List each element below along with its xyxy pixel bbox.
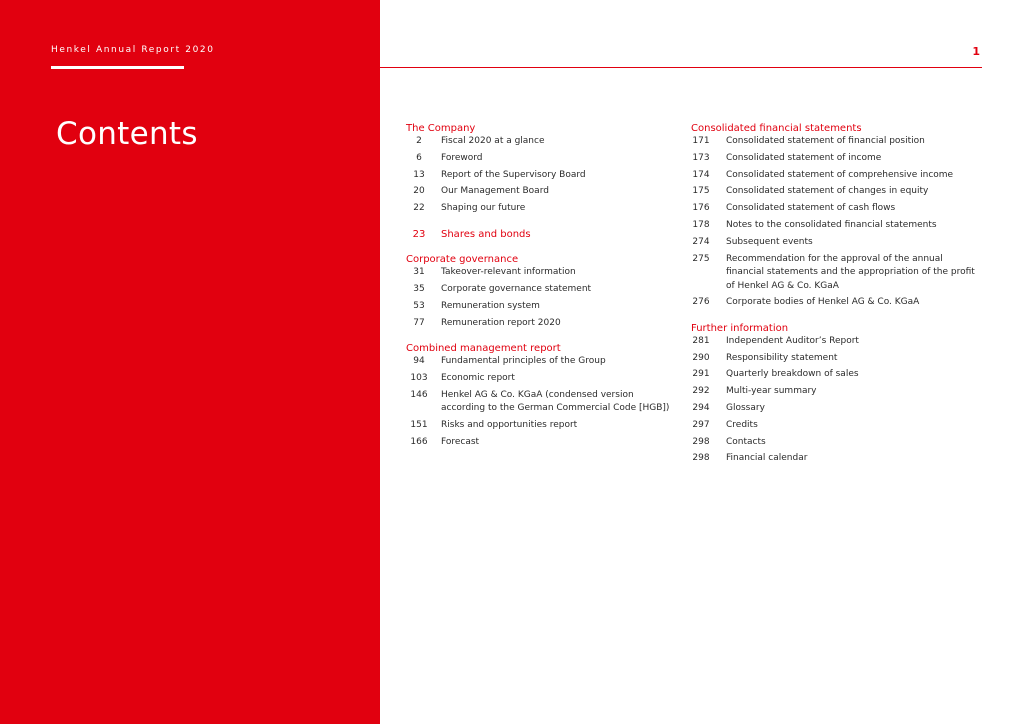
toc-entry-title: Consolidated statement of changes in equity (726, 186, 929, 197)
toc-page-number: 276 (692, 297, 710, 308)
toc-entry[interactable] (406, 389, 676, 416)
toc-page-number: 35 (413, 283, 425, 294)
toc-page-number: 173 (692, 152, 710, 163)
toc-page-number: 274 (692, 236, 710, 247)
toc-entry-title: Risks and opportunities report (441, 419, 578, 430)
toc-entry[interactable] (406, 419, 676, 433)
toc-page-number: 31 (413, 267, 425, 278)
toc-entry[interactable] (691, 135, 981, 149)
toc-entry-title: Consolidated statement of financial position (726, 136, 925, 146)
toc-page-number: 13 (413, 169, 425, 180)
toc-page-number: 178 (692, 219, 710, 230)
toc-entry-title: Responsibility statement (726, 352, 838, 363)
report-title: Henkel Annual Report 2020 (51, 45, 215, 55)
toc-right-column (691, 122, 981, 478)
toc-entry[interactable] (406, 372, 676, 386)
toc-entry[interactable] (691, 169, 981, 183)
toc-entry-title: Consolidated statement of income (726, 152, 882, 163)
toc-entry-title: Fundamental principles of the Group (441, 356, 606, 367)
toc-entry-title: Multi-year summary (726, 386, 817, 397)
toc-entry[interactable] (406, 300, 676, 314)
toc-page-number: 6 (416, 152, 422, 163)
toc-page-number: 175 (692, 186, 710, 197)
toc-section-further (691, 322, 981, 466)
toc-entry-title: Contacts (726, 436, 766, 447)
toc-entry-title: Subsequent events (726, 236, 813, 247)
toc-page-number: 77 (413, 317, 425, 328)
toc-entry-title: Shaping our future (441, 203, 526, 214)
toc-entry-title: Consolidated statement of comprehensive income (726, 169, 954, 180)
toc-entry-title: Forecast (441, 436, 480, 447)
toc-entry[interactable] (691, 185, 981, 199)
page-title: Contents (56, 116, 198, 152)
toc-entry[interactable] (691, 352, 981, 366)
toc-page-number: 281 (692, 335, 710, 346)
toc-page-number: 166 (410, 436, 428, 447)
toc-entry[interactable] (691, 219, 981, 233)
toc-entry-title: Economic report (441, 372, 515, 383)
toc-page-number: 94 (413, 356, 425, 367)
toc-page-number: 20 (413, 186, 425, 197)
toc-page-number: 171 (692, 136, 710, 146)
toc-entry[interactable] (691, 335, 981, 349)
toc-entry-title: Report of the Supervisory Board (441, 169, 586, 180)
toc-entry-shares-and-bonds[interactable] (406, 228, 676, 242)
toc-entry[interactable] (691, 368, 981, 382)
toc-entry-title: Quarterly breakdown of sales (726, 369, 859, 380)
section-title[interactable]: Further information (691, 322, 789, 334)
toc-section-financial (691, 122, 981, 310)
toc-entry[interactable] (691, 436, 981, 450)
toc-entry-title: Takeover-relevant information (441, 267, 576, 278)
toc-entry[interactable] (406, 266, 676, 280)
toc-page-number: 290 (692, 352, 710, 363)
toc-entry-title: Shares and bonds (441, 228, 531, 240)
toc-entry-title: Corporate governance statement (441, 283, 592, 294)
toc-entry-title: Corporate bodies of Henkel AG & Co. KGaA (726, 297, 920, 308)
toc-entry[interactable] (691, 452, 981, 466)
toc-page-number: 2 (416, 136, 422, 146)
toc-entry[interactable] (691, 152, 981, 166)
toc-entry-title: Remuneration system (441, 300, 540, 311)
toc-page-number: 23 (412, 228, 426, 240)
toc-page-number: 103 (410, 372, 428, 383)
toc-page-number: 294 (692, 403, 710, 414)
toc-entry-title: Notes to the consolidated financial statements (726, 219, 937, 230)
toc-entry[interactable] (691, 236, 981, 250)
toc-section-governance (406, 253, 676, 330)
toc-entry[interactable] (406, 317, 676, 331)
toc-entry-title: Consolidated statement of cash flows (726, 203, 896, 214)
toc-page-number: 292 (692, 386, 710, 397)
toc-page-number: 297 (692, 419, 710, 430)
toc-entry[interactable] (406, 283, 676, 297)
toc-entry[interactable] (691, 385, 981, 399)
toc-page-number: 22 (413, 203, 425, 214)
toc-entry[interactable] (691, 296, 981, 310)
toc-entry[interactable] (691, 419, 981, 433)
toc-entry-title: Remuneration report 2020 (441, 317, 561, 328)
toc-entry[interactable] (406, 355, 676, 369)
toc-entry[interactable] (406, 185, 676, 199)
toc-entry-title: Credits (726, 419, 758, 430)
section-title[interactable]: Consolidated financial statements (691, 123, 862, 134)
section-title[interactable]: The Company (406, 123, 476, 134)
section-title[interactable]: Corporate governance (406, 254, 519, 266)
red-side-panel (0, 0, 380, 724)
toc-entry[interactable] (406, 202, 676, 216)
toc-entry[interactable] (691, 253, 981, 294)
toc-section-company (406, 122, 676, 216)
toc-entry[interactable] (406, 135, 676, 149)
toc-entry-title: Financial calendar (726, 453, 808, 464)
toc-section-management (406, 342, 676, 449)
toc-entry-title: Recommendation for the approval of the annual financial statements and the appropriation of the profit of Henkel AG & Co. KGaA (726, 253, 975, 291)
toc-page-number: 275 (692, 253, 710, 264)
toc-left-column (406, 122, 676, 461)
toc-entry[interactable] (406, 169, 676, 183)
toc-entry-title: Foreword (441, 152, 483, 163)
header-rule (380, 67, 982, 68)
toc-page-number: 298 (692, 436, 710, 447)
toc-entry[interactable] (406, 152, 676, 166)
toc-page-number: 176 (692, 203, 710, 214)
header-underline (51, 66, 184, 69)
toc-entry-title: Fiscal 2020 at a glance (441, 136, 545, 146)
toc-page-number: 151 (410, 419, 428, 430)
section-title[interactable]: Combined management report (406, 343, 561, 355)
toc-entry-title: Glossary (726, 403, 765, 414)
toc-page-number: 298 (692, 453, 710, 464)
toc-entry-title: Independent Auditor’s Report (726, 335, 859, 346)
toc-entry-title: Our Management Board (441, 186, 549, 197)
toc-entry[interactable] (691, 202, 981, 216)
toc-page-number: 53 (413, 300, 425, 311)
toc-entry-title: Henkel AG & Co. KGaA (condensed version according to the German Commercial Code [HGB]) (441, 389, 670, 414)
toc-page-number: 291 (692, 369, 710, 380)
toc-entry[interactable] (691, 402, 981, 416)
toc-entry[interactable] (406, 436, 676, 450)
page-number: 1 (972, 45, 980, 58)
toc-page-number: 174 (692, 169, 710, 180)
toc-page-number: 146 (410, 389, 428, 400)
